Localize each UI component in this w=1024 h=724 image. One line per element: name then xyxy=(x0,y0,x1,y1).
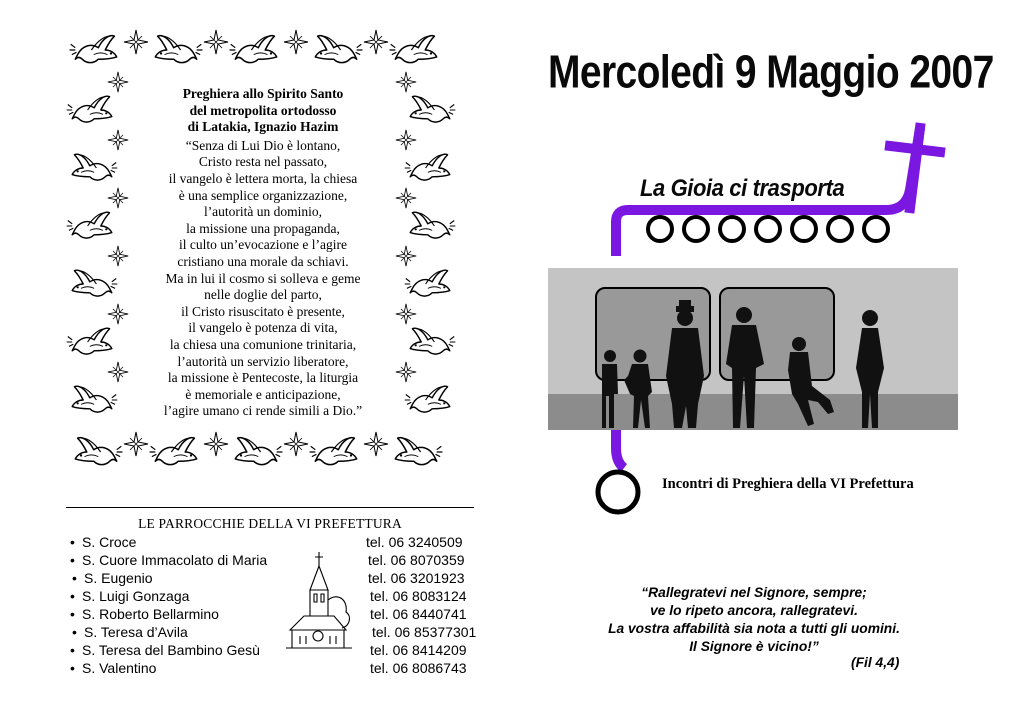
parish-phone: tel. 06 3240509 xyxy=(366,534,463,550)
bullet-icon: • xyxy=(72,570,77,586)
metro-station-icon xyxy=(792,217,816,241)
dove-icon xyxy=(310,438,357,465)
parish-list xyxy=(70,533,490,677)
parish-phone: tel. 06 8414209 xyxy=(370,642,467,658)
sparkle-star-icon xyxy=(396,362,416,382)
event-subtitle: La Gioia ci trasporta xyxy=(640,174,845,202)
sparkle-star-icon xyxy=(396,72,416,92)
dove-icon xyxy=(405,270,450,296)
sparkle-star-icon xyxy=(108,304,128,324)
sparkle-star-icon xyxy=(108,130,128,150)
sparkle-star-icon xyxy=(108,188,128,208)
sparkle-star-icon xyxy=(396,304,416,324)
sparkle-star-icon xyxy=(204,30,228,54)
metro-station-icon xyxy=(756,217,780,241)
bullet-icon: • xyxy=(70,606,75,622)
dove-icon xyxy=(155,36,202,63)
sparkle-star-icon xyxy=(396,246,416,266)
prayer-line: la chiesa una comunione trinitaria, xyxy=(169,336,357,352)
dove-icon xyxy=(410,96,455,122)
parish-item xyxy=(70,533,490,551)
parish-name: S. Croce xyxy=(82,534,137,550)
sparkle-star-icon xyxy=(204,432,228,456)
parish-item xyxy=(70,641,490,659)
bullet-icon: • xyxy=(70,534,75,550)
parish-phone: tel. 06 8086743 xyxy=(370,660,467,676)
prayer-line: il culto un’evocazione e l’agire xyxy=(179,237,347,253)
dove-icon xyxy=(405,154,450,180)
dove-icon xyxy=(230,36,277,63)
dove-icon xyxy=(72,154,117,180)
prayer-line: Cristo resta nel passato, xyxy=(198,154,328,170)
prayer-title xyxy=(140,86,386,136)
sparkle-star-icon xyxy=(284,30,308,54)
bullet-icon: • xyxy=(70,552,75,568)
sparkle-star-icon xyxy=(124,30,148,54)
dove-icon xyxy=(235,438,282,465)
bullet-icon: • xyxy=(70,660,75,676)
sparkle-star-icon xyxy=(396,188,416,208)
prayer-text xyxy=(140,86,386,420)
dove-icon xyxy=(410,212,455,238)
section-divider xyxy=(66,507,474,508)
bullet-icon: • xyxy=(70,588,75,604)
dove-icon xyxy=(410,328,455,354)
prayer-line: il vangelo è potenza di vita, xyxy=(188,320,338,336)
parish-name: S. Eugenio xyxy=(84,570,153,586)
prayer-line: cristiano una morale da schiavi. xyxy=(177,253,349,269)
dove-icon xyxy=(405,386,450,412)
parish-item xyxy=(70,605,490,623)
parish-item xyxy=(70,587,490,605)
prayer-line: la missione è Pentecoste, la liturgia xyxy=(167,370,359,386)
sparkle-star-icon xyxy=(284,432,308,456)
parish-item xyxy=(70,569,490,587)
sparkle-star-icon xyxy=(108,246,128,266)
parish-name: S. Teresa d’Avila xyxy=(84,624,188,640)
parish-phone: tel. 06 8083124 xyxy=(370,588,467,604)
dove-icon xyxy=(72,270,117,296)
metro-station-icon xyxy=(720,217,744,241)
quote-line: ve lo ripeto ancora, rallegratevi. xyxy=(650,603,858,618)
church-icon xyxy=(286,552,358,652)
bullet-icon: • xyxy=(72,624,77,640)
prayer-line: nelle doglie del parto, xyxy=(204,287,322,303)
parish-name: S. Cuore Immacolato di Maria xyxy=(82,552,268,568)
sparkle-star-icon xyxy=(124,432,148,456)
parishes-heading: LE PARROCCHIE DELLA VI PREFETTURA xyxy=(138,516,402,531)
parish-item xyxy=(70,659,490,677)
prayer-line: Ma in lui il cosmo si solleva e geme xyxy=(165,270,361,286)
cross-icon xyxy=(890,128,940,208)
prayer-line: l’autorità un dominio, xyxy=(203,204,323,220)
dove-icon xyxy=(67,328,112,354)
prayer-line: è una semplice organizzazione, xyxy=(178,187,348,203)
parish-name: S. Luigi Gonzaga xyxy=(82,588,190,604)
dove-icon xyxy=(67,96,112,122)
sparkle-star-icon xyxy=(108,72,128,92)
quote-line: La vostra affabilità sia nota a tutti gli uomini. xyxy=(608,621,900,636)
terminal-station-icon xyxy=(598,472,638,512)
sparkle-star-icon xyxy=(364,432,388,456)
parish-phone: tel. 06 85377301 xyxy=(372,624,477,640)
prayer-line: “Senza di Lui Dio è lontano, xyxy=(185,137,341,153)
metro-station-icon xyxy=(684,217,708,241)
prayer-title-line: Preghiera allo Spirito Santo xyxy=(182,86,344,101)
prayer-line: il vangelo è lettera morta, la chiesa xyxy=(168,170,358,186)
event-date-title: Mercoledì 9 Maggio 2007 xyxy=(548,47,994,99)
prayer-line: la missione una propaganda, xyxy=(186,220,340,236)
metro-station-icon xyxy=(864,217,888,241)
parish-phone: tel. 06 3201923 xyxy=(368,570,465,586)
prayer-body xyxy=(140,138,386,420)
parish-phone: tel. 06 8440741 xyxy=(370,606,467,622)
quote-line: Il Signore è vicino!” xyxy=(689,639,819,654)
metro-line-descent xyxy=(616,430,624,468)
parish-item xyxy=(70,551,490,569)
sparkle-star-icon xyxy=(108,362,128,382)
dove-icon xyxy=(72,386,117,412)
quote-reference: (Fil 4,4) xyxy=(851,655,900,670)
dove-icon xyxy=(75,438,122,465)
dove-icon xyxy=(390,36,437,63)
bullet-icon: • xyxy=(70,642,75,658)
parish-phone: tel. 06 8070359 xyxy=(368,552,465,568)
series-title: Incontri di Preghiera della VI Prefettura xyxy=(662,476,914,492)
parish-name: S. Valentino xyxy=(82,660,157,676)
metro-stations xyxy=(648,217,888,241)
dove-icon xyxy=(395,438,442,465)
prayer-line: l’agire umano ci rende simili a Dio.” xyxy=(163,403,363,419)
parish-name: S. Roberto Bellarmino xyxy=(82,606,219,622)
prayer-line: l’autorità un servizio liberatore, xyxy=(177,353,349,369)
dove-icon xyxy=(70,36,117,63)
sparkle-star-icon xyxy=(396,130,416,150)
metro-station-icon xyxy=(648,217,672,241)
parish-item xyxy=(70,623,490,641)
metro-station-icon xyxy=(828,217,852,241)
prayer-title-line: di Latakia, Ignazio Hazim xyxy=(187,119,339,135)
dove-icon xyxy=(67,212,112,238)
sparkle-star-icon xyxy=(364,30,388,54)
prayer-line: è memoriale e anticipazione, xyxy=(185,386,341,402)
quote-line: “Rallegratevi nel Signore, sempre; xyxy=(641,585,867,600)
dove-icon xyxy=(315,36,362,63)
dove-icon xyxy=(150,438,197,465)
prayer-line: il Cristo risuscitato è presente, xyxy=(181,303,345,319)
scripture-quote xyxy=(560,584,948,656)
prayer-title-line: del metropolita ortodosso xyxy=(189,102,337,118)
parish-name: S. Teresa del Bambino Gesù xyxy=(82,642,260,658)
